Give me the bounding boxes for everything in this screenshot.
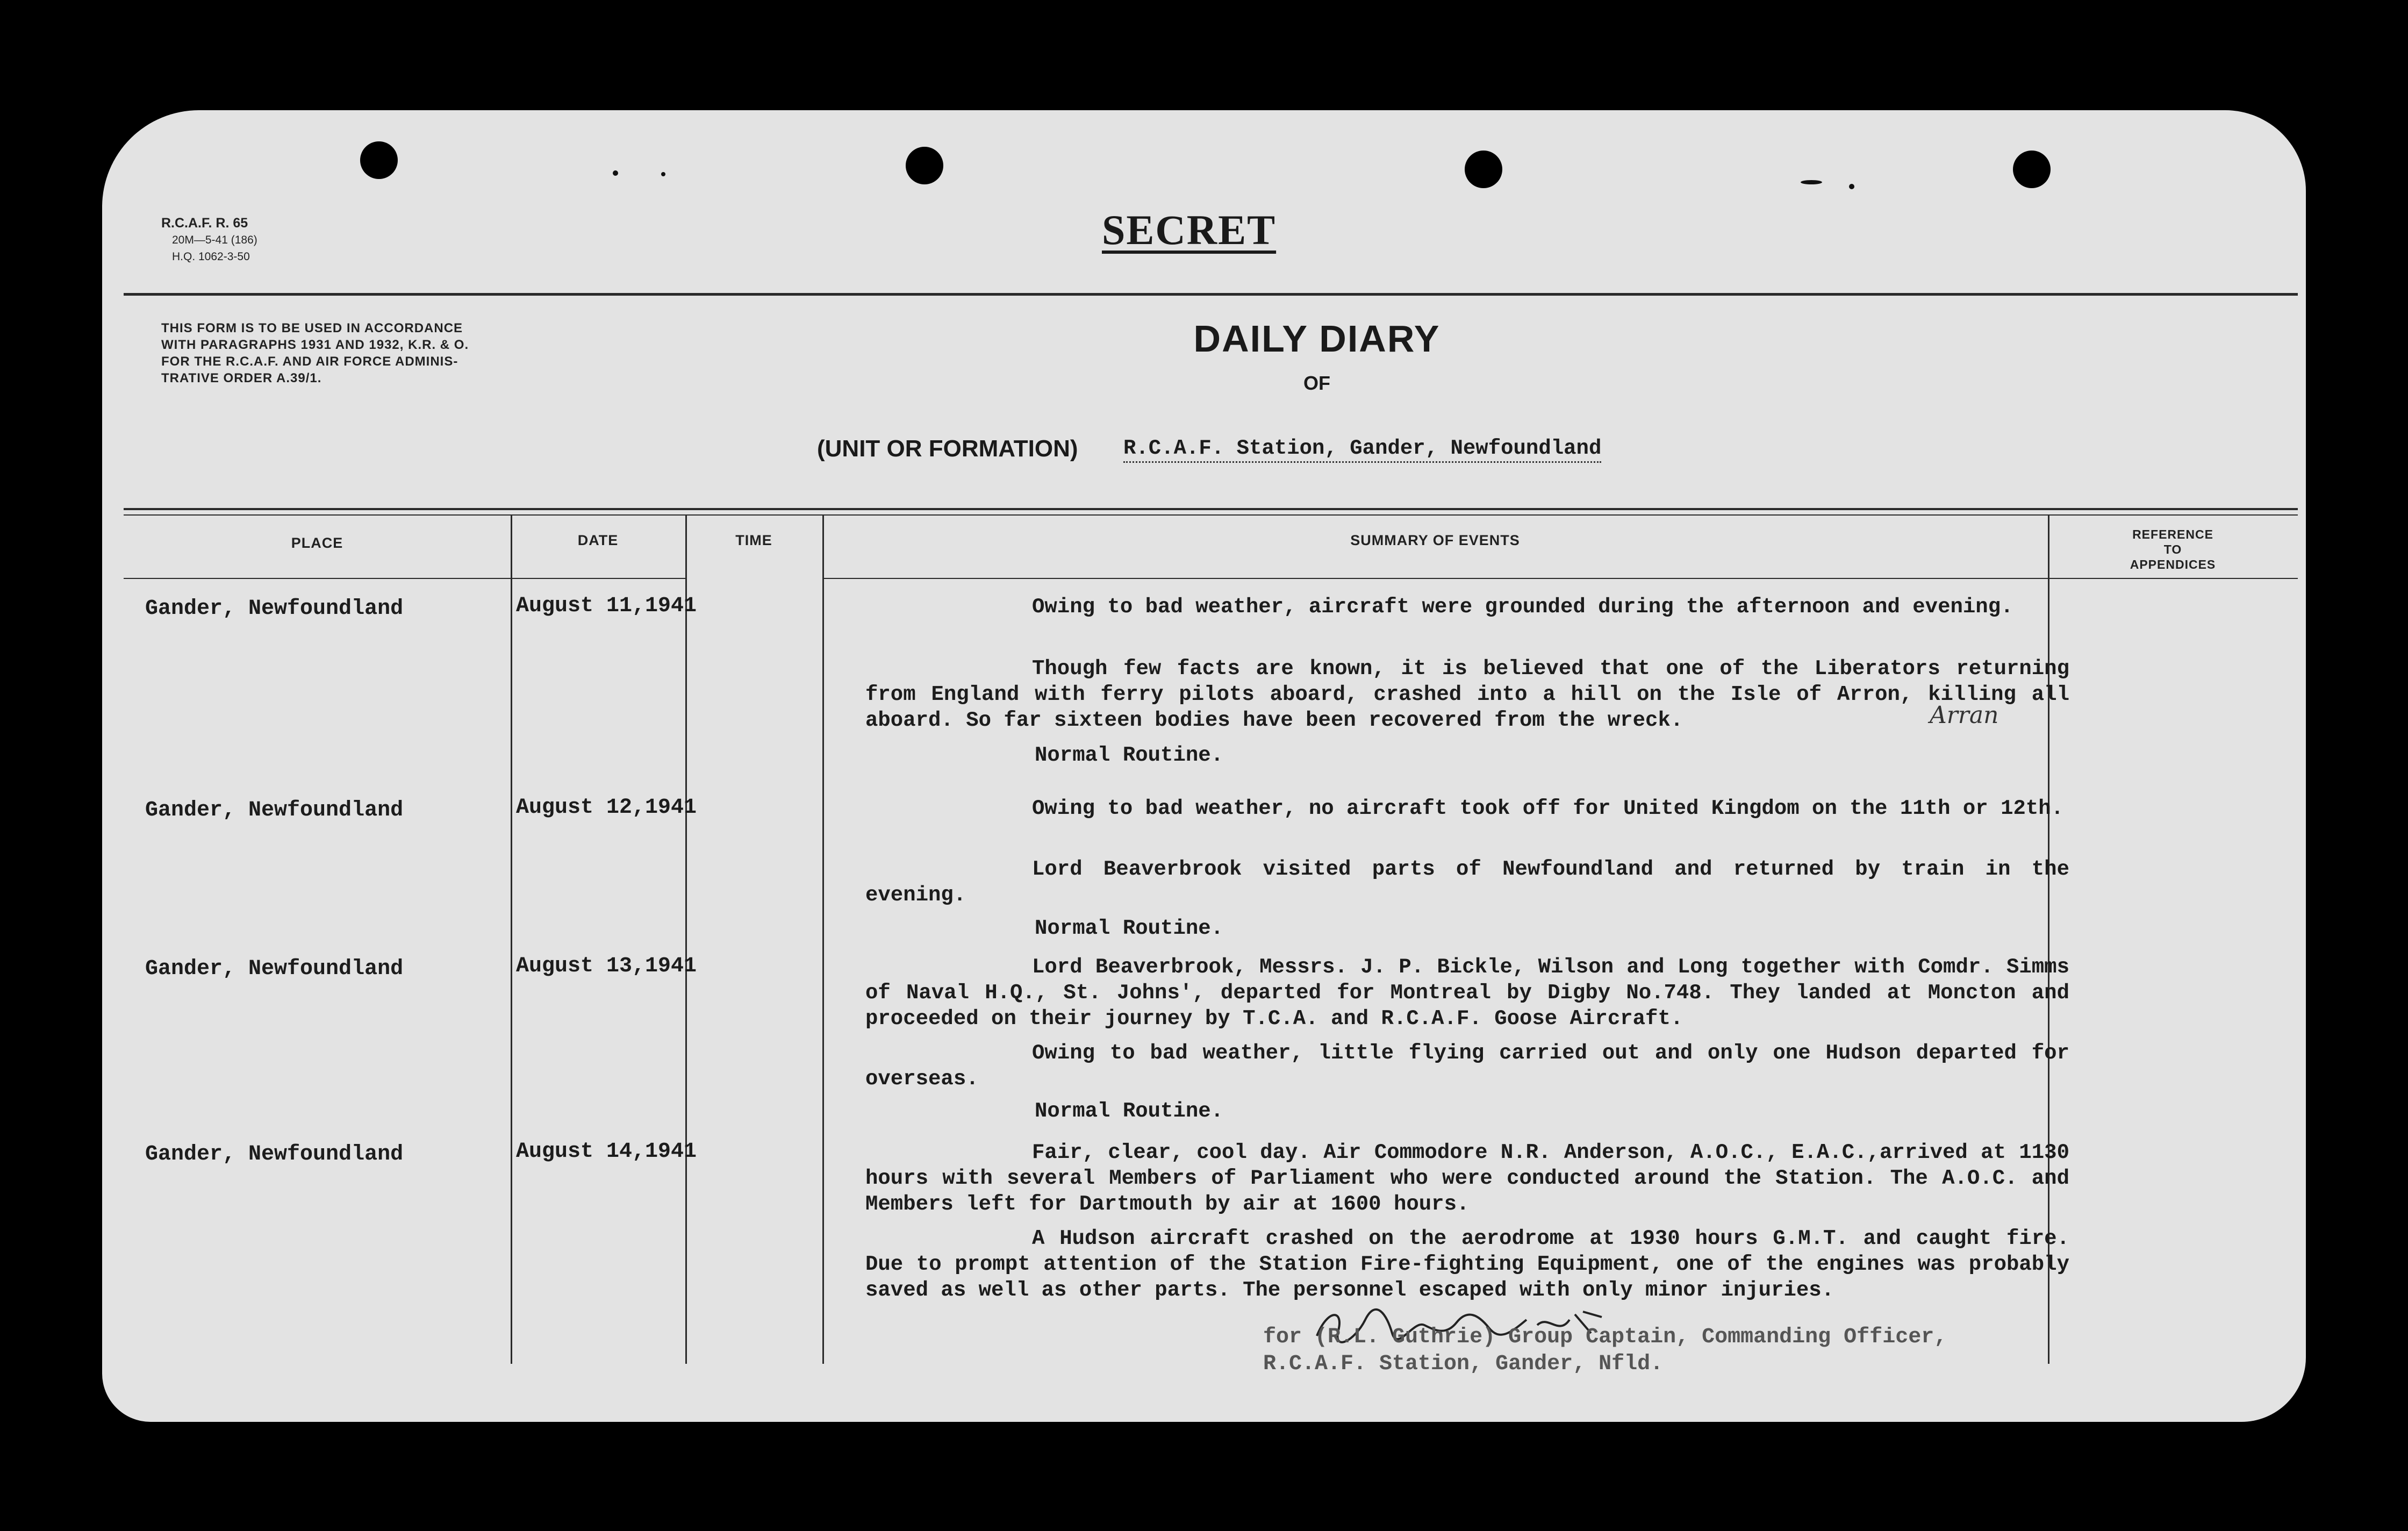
header-rule [2048,578,2298,579]
usage-note-line: WITH PARAGRAPHS 1931 AND 1932, K.R. & O. [161,338,469,352]
ink-speck [661,172,665,176]
entry-date: August 13,1941 [516,954,697,978]
column-header-reference-line: TO [2163,542,2182,556]
punch-hole [906,147,943,184]
usage-note-line: FOR THE R.C.A.F. AND AIR FORCE ADMINIS- [161,354,458,369]
entry-date: August 11,1941 [516,594,697,618]
entry-paragraph: Lord Beaverbrook, Messrs. J. P. Bickle, Wilson and Long together with Comdr. Simms of Naval H.Q., St. Johns', departed for Montreal by Digby No.748. They landed at Moncton and proceeded on their journey by T.C.A. and R.C.A.F. Goose Aircraft. [865,955,2069,1031]
column-rule [511,514,512,1364]
page-title: DAILY DIARY [1193,318,1440,360]
usage-note [161,320,469,387]
punch-hole [360,141,398,179]
secret-label: SECRET [1102,206,1277,253]
signature-name-line: for (R.L. Guthrie) Group Captain, Commanding Officer, [1263,1325,1947,1349]
column-rule [685,514,687,1364]
column-header-date: DATE [577,532,619,548]
column-header-summary: SUMMARY OF EVENTS [1350,532,1520,548]
entry-routine: Normal Routine. [1035,1099,1224,1123]
column-header-reference [2048,527,2298,572]
unit-value: R.C.A.F. Station, Gander, Newfoundland [1123,437,1601,463]
ink-speck [613,170,618,176]
title-of: OF [1303,372,1330,394]
diary-form-card [102,110,2306,1422]
entry-place: Gander, Newfoundland [145,1142,404,1167]
usage-note-line: THIS FORM IS TO BE USED IN ACCORDANCE [161,321,463,335]
header-rule [822,578,2048,579]
entry-place: Gander, Newfoundland [145,957,404,981]
ink-speck [1849,184,1854,189]
margin-note: Arran [1930,702,1999,729]
unit-label: (UNIT OR FORMATION) [817,435,1078,462]
entry-routine: Normal Routine. [1035,743,1224,767]
form-code-line: 20M—5-41 (186) [172,234,257,246]
entry-paragraph: Owing to bad weather, aircraft were grounded during the afternoon and evening. [1032,595,2013,619]
entry-paragraph: Owing to bad weather, little flying carried out and only one Hudson departed for overseas. [865,1041,2069,1091]
form-code-line: R.C.A.F. R. 65 [161,216,248,231]
column-rule [822,514,824,1364]
column-header-time: TIME [735,532,772,548]
entry-date: August 12,1941 [516,796,697,820]
header-rule [124,578,511,579]
table-top-rule [124,508,2298,510]
form-code-line: H.Q. 1062-3-50 [172,251,250,263]
entry-paragraph: Owing to bad weather, no aircraft took off for United Kingdom on the 11th or 12th. [1032,797,2064,820]
ink-speck [1801,180,1822,184]
punch-hole [1465,151,1502,188]
entry-place: Gander, Newfoundland [145,798,404,822]
column-header-reference-line: REFERENCE [2132,527,2213,541]
usage-note-line: TRATIVE ORDER A.39/1. [161,371,322,385]
form-code [161,215,257,265]
divider [124,293,2298,296]
column-header-place: PLACE [291,535,343,551]
entry-date: August 14,1941 [516,1140,697,1164]
entry-place: Gander, Newfoundland [145,597,404,621]
punch-hole [2013,151,2051,188]
signature-unit-line: R.C.A.F. Station, Gander, Nfld. [1263,1352,1664,1376]
entry-routine: Normal Routine. [1035,917,1224,940]
entry-paragraph: Fair, clear, cool day. Air Commodore N.R. Anderson, A.O.C., E.A.C.,arrived at 1130 hours with several Members of Parliament who were conducted around the Station. The A.O.C. and Members left for Dartmouth by air at 1600 hours. [865,1141,2069,1216]
entry-paragraph: A Hudson aircraft crashed on the aerodrome at 1930 hours G.M.T. and caught fire. Due to prompt attention of the Station Fire-fighting Equipment, one of the engines was probably saved as well as other parts. The personnel escaped with only minor injuries. [865,1227,2069,1302]
header-rule [511,578,685,579]
entry-paragraph: Though few facts are known, it is believed that one of the Liberators returning from England with ferry pilots aboard, crashed into a hill on the Isle of Arron, killing all aboard. So far sixteen bodies have been recovered from the wreck. [865,657,2069,732]
entry-paragraph: Lord Beaverbrook visited parts of Newfoundland and returned by train in the evening. [865,857,2069,907]
table-top-rule [124,514,2298,516]
column-header-reference-line: APPENDICES [2130,557,2216,571]
